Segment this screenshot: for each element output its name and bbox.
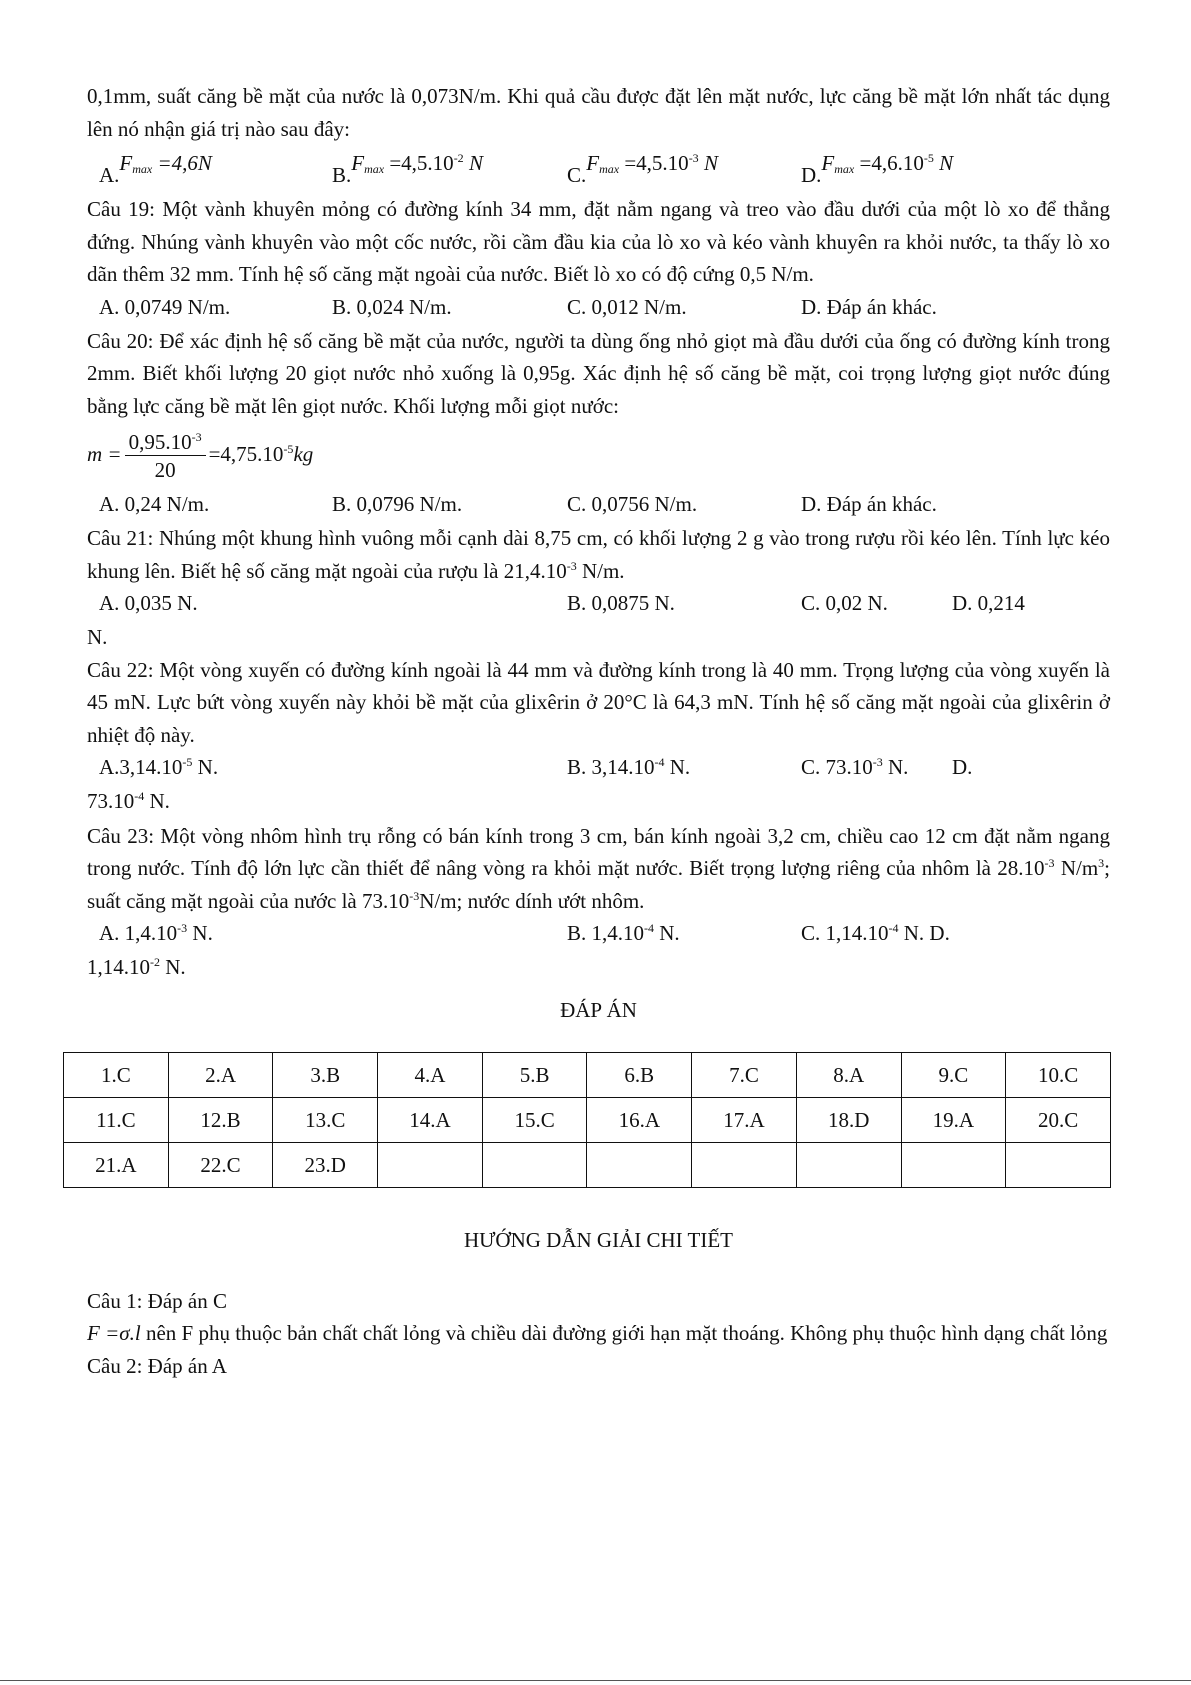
answer-cell: 3.B	[273, 1053, 378, 1098]
solution-1-text: F =σ.l nên F phụ thuộc bản chất chất lỏng và chiều dài đường giới hạn mặt thoáng. Không phụ thuộc hình dạng chất lỏng	[87, 1321, 1108, 1345]
answer-cell: 15.C	[482, 1098, 587, 1143]
answer-cell	[692, 1143, 797, 1188]
answer-cell: 5.B	[482, 1053, 587, 1098]
answer-cell: 4.A	[378, 1053, 483, 1098]
q22-options	[87, 751, 1110, 785]
answer-cell: 16.A	[587, 1098, 692, 1143]
answer-cell: 17.A	[692, 1098, 797, 1143]
q20-option-b: B. 0,0796 N/m.	[332, 492, 463, 516]
answer-cell	[482, 1143, 587, 1188]
q22-option-d-wrap: $73.10^{-4}$ N.	[87, 789, 170, 813]
q23-option-d-wrap: $1,14.10^{-2}$ N.	[87, 955, 186, 979]
q22-option-a: $A.3,14.10^{-5}$ N.	[99, 755, 219, 779]
answers-table	[63, 1052, 1111, 1188]
answer-cell: 11.C	[64, 1098, 169, 1143]
q19-option-d: D. Đáp án khác.	[801, 294, 937, 319]
q18-text: 0,1mm, suất căng bề mặt của nước là 0,073N/m. Khi quả cầu được đặt lên mặt nước, lực căng bề mặt lớn nhất tác dụng lên nó nhận giá trị nào sau đây:	[87, 84, 1110, 141]
q23-option-a: A. $1,4.10^{-3}$ N.	[99, 921, 213, 945]
q21-option-a: A. 0,035 N.	[99, 591, 198, 615]
answers-title: ĐÁP ÁN	[560, 997, 637, 1022]
q22-option-c: C. $73.10^{-3}$ N.	[801, 755, 909, 779]
answers-row	[64, 1098, 1111, 1143]
answer-cell: 14.A	[378, 1098, 483, 1143]
answer-cell: 8.A	[796, 1053, 901, 1098]
answer-cell: 22.C	[168, 1143, 273, 1188]
answer-cell: 9.C	[901, 1053, 1006, 1098]
q22-option-b: B. $3,14.10^{-4}$ N.	[567, 755, 691, 779]
q18-option-b: $B.F_{max} =4,5.10^{-2}$ N	[332, 151, 483, 187]
answer-cell: 10.C	[1006, 1053, 1111, 1098]
q20-options	[87, 488, 1110, 522]
answers-row	[64, 1053, 1111, 1098]
q21-option-b: B. 0,0875 N.	[567, 591, 675, 615]
page-bottom-border	[0, 1680, 1191, 1681]
solution-2-title: Câu 2: Đáp án A	[87, 1353, 227, 1378]
q20-option-c: C. 0,0756 N/m.	[567, 492, 698, 516]
q20-formula: m = $\frac{0,95.10^{-3}}{20}$ $=4,75.10^{-5}kg$	[87, 429, 314, 482]
q23-options	[87, 917, 1110, 951]
q23-option-b: B. $1,4.10^{-4}$ N.	[567, 921, 680, 945]
answer-cell: 12.B	[168, 1098, 273, 1143]
answer-cell: 13.C	[273, 1098, 378, 1143]
answer-cell: 1.C	[64, 1053, 169, 1098]
q19-option-a: A. 0,0749 N/m.	[99, 294, 231, 319]
answer-cell	[1006, 1143, 1111, 1188]
answer-cell	[378, 1143, 483, 1188]
q18-options	[87, 147, 1110, 193]
q21-text: Câu 21: Nhúng một khung hình vuông mỗi cạnh dài 8,75 cm, có khối lượng 2 g vào trong rượu rồi kéo lên. Tính lực kéo khung lên. Biết hệ số căng mặt ngoài của rượu là $21,4.10^{-3}$ N/m.	[87, 526, 1110, 583]
answer-cell: 18.D	[796, 1098, 901, 1143]
q20-option-a: A. 0,24 N/m.	[99, 492, 210, 516]
q21-option-c: C. 0,02 N.	[801, 591, 888, 615]
answer-cell: 6.B	[587, 1053, 692, 1098]
q19-option-c: C. 0,012 N/m.	[567, 294, 687, 319]
answer-cell	[901, 1143, 1006, 1188]
solution-1-title: Câu 1: Đáp án C	[87, 1288, 227, 1313]
q18-option-a: $A.F_{max} =4,6N$	[99, 151, 212, 187]
q20-option-d: D. Đáp án khác.	[801, 492, 937, 516]
q20-text: Câu 20: Để xác định hệ số căng bề mặt của nước, người ta dùng ống nhỏ giọt mà đầu dưới của ống có đường kính trong 2mm. Biết khối lượng 20 giọt nước nhỏ xuống là 0,95g. Xác định hệ số căng bề mặt, coi trọng lượng giọt nước đúng bằng lực căng bề mặt lên giọt nước. Khối lượng mỗi giọt nước:	[87, 328, 1110, 418]
answer-cell: 21.A	[64, 1143, 169, 1188]
guide-title: HƯỚNG DẪN GIẢI CHI TIẾT	[463, 1228, 734, 1252]
q18-option-d: $D.F_{max} =4,6.10^{-5}$ N	[801, 151, 954, 187]
answer-cell: 7.C	[692, 1053, 797, 1098]
q22-option-d: D.	[952, 755, 973, 779]
q21-option-d-wrap: N.	[87, 625, 108, 649]
q19-option-b: B. 0,024 N/m.	[332, 294, 452, 319]
answer-cell: 20.C	[1006, 1098, 1111, 1143]
answers-row	[64, 1143, 1111, 1188]
q23-text: Câu 23: Một vòng nhôm hình trụ rỗng có bán kính trong 3 cm, bán kính ngoài 3,2 cm, chiều cao 12 cm đặt nằm ngang trong nước. Tính độ lớn lực cần thiết để nâng vòng ra khỏi mặt nước. Biết trọng lượng riêng của nhôm là $28.10^{-3}$ $N/m^3$; suất căng mặt ngoài của nước là $73.10^{-3}N/m$; nước dính ướt nhôm.	[87, 823, 1111, 913]
answer-cell: 23.D	[273, 1143, 378, 1188]
q23-option-c: C. $1,14.10^{-4}$ N. D.	[801, 921, 950, 945]
answer-cell: 2.A	[168, 1053, 273, 1098]
answer-cell	[587, 1143, 692, 1188]
q21-option-d: D. 0,214	[952, 591, 1025, 615]
q22-text: Câu 22: Một vòng xuyến có đường kính ngoài là 44 mm và đường kính trong là 40 mm. Trọng lượng của vòng xuyến là 45 mN. Lực bứt vòng xuyến này khỏi bề mặt của glixêrin ở 20°C là 64,3 mN. Tính hệ số căng mặt ngoài của glixêrin ở nhiệt độ này.	[87, 657, 1110, 747]
q21-options	[87, 587, 1110, 621]
q19-options	[87, 291, 1110, 325]
q18-option-c: $C.F_{max} =4,5.10^{-3}$ N	[567, 151, 718, 187]
document-page	[87, 80, 1110, 1382]
q19-text: Câu 19: Một vành khuyên mỏng có đường kính 34 mm, đặt nằm ngang và treo vào đầu dưới của một lò xo để thẳng đứng. Nhúng vành khuyên vào một cốc nước, rồi cầm đầu kia của lò xo và kéo vành khuyên ra khỏi nước, ta thấy lò xo dãn thêm 32 mm. Tính hệ số căng mặt ngoài của nước. Biết lò xo có độ cứng 0,5 N/m.	[87, 197, 1110, 286]
answer-cell	[796, 1143, 901, 1188]
answer-cell: 19.A	[901, 1098, 1006, 1143]
